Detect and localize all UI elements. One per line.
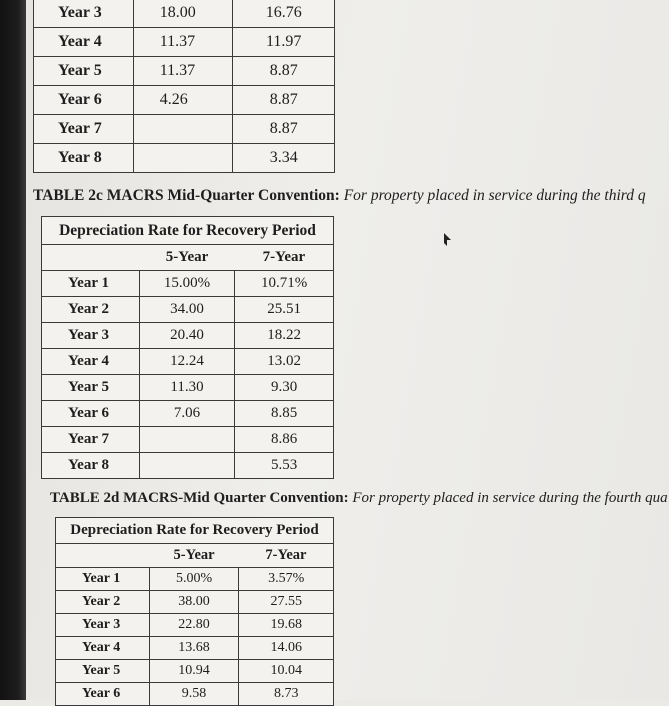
row-label: Year 1 [56, 568, 150, 591]
value-7-year: 18.22 [235, 323, 334, 349]
table-row [56, 591, 334, 614]
value-7-year: 8.87 [233, 86, 335, 115]
value-7-year: 8.87 [233, 57, 335, 86]
value-7-year: 14.06 [239, 637, 334, 660]
table-row [56, 614, 334, 637]
value-7-year: 19.68 [239, 614, 334, 637]
table-row [34, 144, 335, 173]
table-2c-caption [33, 187, 669, 205]
value-7-year: 11.97 [233, 28, 335, 57]
value-5-year [139, 427, 235, 453]
row-label: Year 2 [56, 591, 150, 614]
row-label: Year 6 [56, 683, 150, 706]
value-5-year: 7.06 [139, 401, 235, 427]
value-5-year: 4.26 [133, 86, 233, 115]
value-5-year: 20.40 [139, 323, 235, 349]
value-7-year: 8.86 [235, 427, 334, 453]
table-2d-col-5-year: 5-Year [149, 544, 239, 568]
table-2c-header: Depreciation Rate for Recovery Period [42, 217, 334, 245]
row-label: Year 6 [42, 401, 140, 427]
row-label: Year 3 [34, 0, 134, 28]
table-row [34, 28, 335, 57]
value-5-year: 18.00 [133, 0, 233, 28]
value-7-year: 9.30 [235, 375, 334, 401]
table-2d-blank-header [56, 544, 150, 568]
value-5-year: 34.00 [139, 297, 235, 323]
table-row [56, 683, 334, 706]
table-2d-description: For property placed in service during the fourth qua [348, 490, 668, 506]
row-label: Year 8 [34, 144, 134, 173]
table-row [56, 637, 334, 660]
value-7-year: 13.02 [235, 349, 334, 375]
table-row [42, 323, 334, 349]
table-2b [33, 0, 335, 173]
value-5-year: 12.24 [139, 349, 235, 375]
row-label: Year 8 [42, 453, 140, 479]
row-label: Year 3 [42, 323, 140, 349]
value-7-year: 3.57% [239, 568, 334, 591]
value-7-year: 8.87 [233, 115, 335, 144]
dark-left-edge [0, 0, 26, 700]
table-2c-col-5-year: 5-Year [139, 245, 235, 271]
value-5-year: 38.00 [149, 591, 239, 614]
row-label: Year 4 [42, 349, 140, 375]
value-7-year: 16.76 [233, 0, 335, 28]
table-2c [41, 216, 334, 479]
row-label: Year 6 [34, 86, 134, 115]
table-row [42, 427, 334, 453]
table-row [34, 115, 335, 144]
table-row [42, 349, 334, 375]
row-label: Year 4 [34, 28, 134, 57]
table-row [42, 297, 334, 323]
table-2c-title: TABLE 2c MACRS Mid-Quarter Convention: [33, 187, 340, 204]
table-row [34, 0, 335, 28]
value-5-year: 15.00% [139, 271, 235, 297]
value-5-year: 5.00% [149, 568, 239, 591]
mouse-cursor-icon [436, 232, 452, 248]
value-7-year: 8.85 [235, 401, 334, 427]
value-5-year: 10.94 [149, 660, 239, 683]
value-5-year: 11.37 [133, 57, 233, 86]
value-7-year: 25.51 [235, 297, 334, 323]
table-row [34, 57, 335, 86]
table-row [42, 271, 334, 297]
value-7-year: 10.71% [235, 271, 334, 297]
value-7-year: 8.73 [239, 683, 334, 706]
table-2d-header: Depreciation Rate for Recovery Period [56, 518, 334, 544]
row-label: Year 2 [42, 297, 140, 323]
value-7-year: 10.04 [239, 660, 334, 683]
value-5-year: 11.37 [133, 28, 233, 57]
table-row [56, 660, 334, 683]
value-5-year: 22.80 [149, 614, 239, 637]
table-2d-caption [50, 490, 669, 507]
row-label: Year 1 [42, 271, 140, 297]
table-row [42, 401, 334, 427]
value-5-year: 13.68 [149, 637, 239, 660]
table-2c-blank-header [42, 245, 140, 271]
table-2d [55, 517, 334, 706]
row-label: Year 5 [34, 57, 134, 86]
value-7-year: 5.53 [235, 453, 334, 479]
value-5-year: 9.58 [149, 683, 239, 706]
table-2c-description: For property placed in service during the third q [339, 187, 646, 204]
table-2d-title: TABLE 2d MACRS-Mid Quarter Convention: [50, 490, 349, 506]
table-row [34, 86, 335, 115]
value-7-year: 3.34 [233, 144, 335, 173]
table-row [56, 568, 334, 591]
table-row [42, 453, 334, 479]
row-label: Year 7 [34, 115, 134, 144]
row-label: Year 5 [56, 660, 150, 683]
row-label: Year 7 [42, 427, 140, 453]
value-5-year [133, 144, 233, 173]
table-row [42, 375, 334, 401]
value-5-year [133, 115, 233, 144]
row-label: Year 5 [42, 375, 140, 401]
table-2c-col-7-year: 7-Year [235, 245, 334, 271]
value-7-year: 27.55 [239, 591, 334, 614]
table-2d-col-7-year: 7-Year [239, 544, 334, 568]
row-label: Year 3 [56, 614, 150, 637]
row-label: Year 4 [56, 637, 150, 660]
value-5-year: 11.30 [139, 375, 235, 401]
value-5-year [139, 453, 235, 479]
